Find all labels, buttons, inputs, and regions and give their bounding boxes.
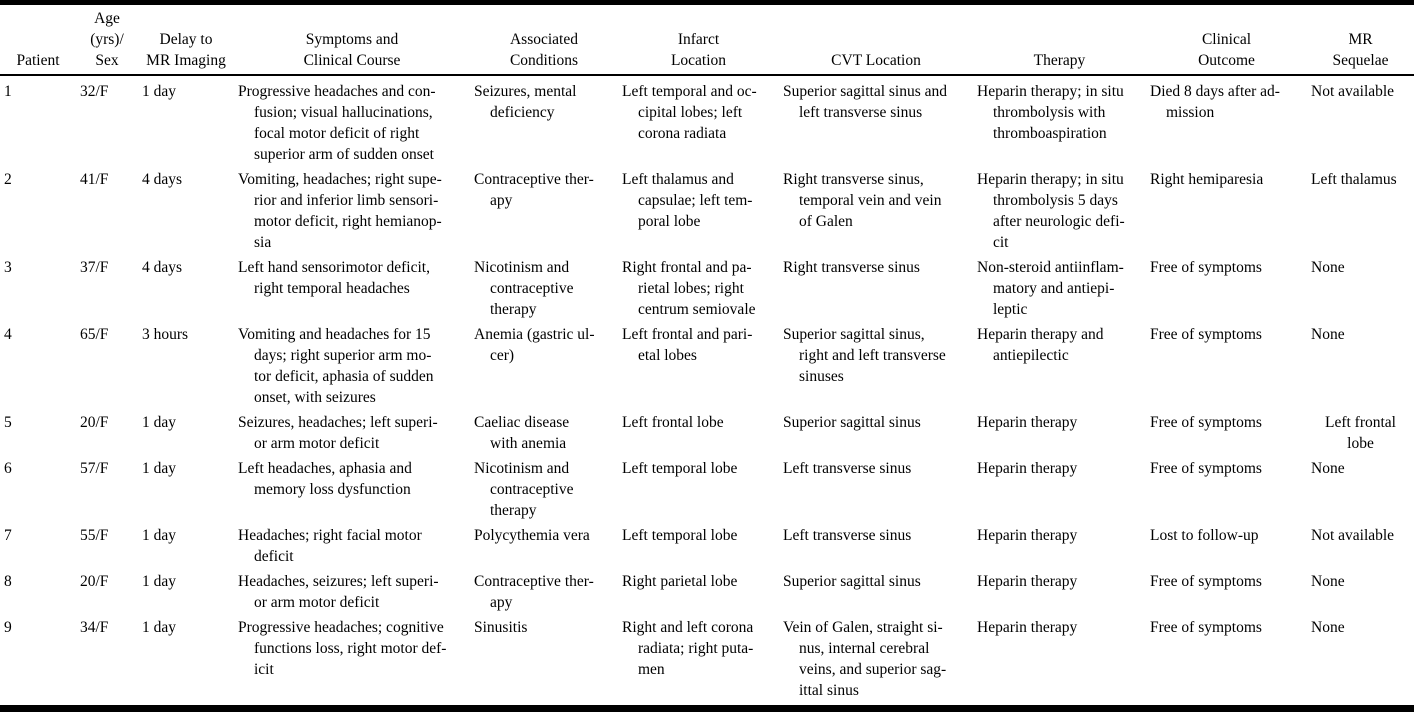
cell-outcome [1146,169,1307,257]
cell-line: Right parietal lobe [622,573,738,590]
cell-mr-sequelae [1307,412,1414,458]
cell-line: Lost to follow-up [1150,527,1259,544]
cell-patient: 6 [4,460,12,477]
cell-symptoms [234,525,470,571]
table-bottom-rule [0,705,1414,712]
cell-line: men [638,661,665,678]
cell-delay: 1 day [142,83,177,100]
cell-symptoms [234,324,470,412]
cell-line: Not available [1311,83,1395,100]
table-row [0,617,1414,705]
cell-symptoms [234,571,470,617]
cell-line: Heparin therapy [977,573,1078,590]
table-top-rule [0,0,1414,5]
cell-line: deficit [254,548,294,565]
cell-mr-sequelae [1307,525,1414,571]
cell-symptoms [234,257,470,324]
cell-line: Free of symptoms [1150,414,1262,431]
cell-line: Right and left corona [622,619,754,636]
table-row [0,525,1414,571]
cell-line: temporal vein and vein [799,192,942,209]
cell-delay: 1 day [142,414,177,431]
cell-line: Right transverse sinus, [783,171,924,188]
cell-conditions [470,169,618,257]
cell-age-sex: 20/F [80,414,109,431]
cell-line: rietal lobes; right [638,280,744,297]
cell-line: Sinusitis [474,619,528,636]
cell-cvt-location [779,617,973,705]
cell-line: thrombolysis 5 days [993,192,1118,209]
cell-delay: 4 days [142,171,183,188]
cell-patient: 9 [4,619,12,636]
cell-cvt-location [779,74,973,169]
header-sequelae: MR Sequelae [1332,31,1389,69]
cell-line: Left temporal lobe [622,527,738,544]
cell-cvt-location [779,458,973,525]
cell-line: Right hemiparesia [1150,171,1264,188]
cell-line: Left temporal and oc- [622,83,757,100]
cell-line: Heparin therapy [977,527,1078,544]
cell-line: apy [490,594,513,611]
cell-line: contraceptive [490,481,574,498]
cell-line: Heparin therapy [977,460,1078,477]
cell-conditions [470,412,618,458]
cell-cvt-location [779,571,973,617]
cell-line: Heparin therapy; in situ [977,171,1124,188]
cell-delay: 1 day [142,619,177,636]
cell-infarct [618,525,779,571]
cell-line: contraceptive [490,280,574,297]
cell-line: Contraceptive ther- [474,171,594,188]
cell-line: right temporal headaches [254,280,410,297]
cell-line: Died 8 days after ad- [1150,83,1280,100]
cell-line: Polycythemia vera [474,527,590,544]
cell-line: Seizures, headaches; left superi- [238,414,438,431]
header-delay: Delay to MR Imaging [146,31,226,69]
cell-outcome [1146,324,1307,412]
cell-line: None [1311,326,1345,343]
cell-line: left transverse sinus [799,104,923,121]
cell-line: or arm motor deficit [254,594,380,611]
cell-line: memory loss dysfunction [254,481,411,498]
cell-line: Not available [1311,527,1395,544]
cell-line: of Galen [799,213,853,230]
cell-line: Left frontal lobe [622,414,724,431]
cell-line: Progressive headaches; cognitive [238,619,444,636]
header-therapy: Therapy [1033,52,1086,69]
header-symptoms: Symptoms and Clinical Course [303,31,401,69]
cell-line: Seizures, mental [474,83,577,100]
cell-line: rior and inferior limb sensori- [254,192,439,209]
cell-mr-sequelae [1307,324,1414,412]
cell-line: Superior sagittal sinus [783,414,921,431]
cell-line: Vein of Galen, straight si- [783,619,943,636]
cell-line: nus, internal cerebral [799,640,930,657]
cell-line: corona radiata [638,125,727,142]
cell-mr-sequelae [1307,74,1414,169]
cell-line: ittal sinus [799,682,859,699]
cell-conditions [470,324,618,412]
cell-line: Anemia (gastric ul- [474,326,595,343]
cell-age-sex: 41/F [80,171,109,188]
cell-patient: 7 [4,527,12,544]
cell-infarct [618,324,779,412]
cell-line: thromboaspiration [993,125,1107,142]
cell-age-sex: 32/F [80,83,109,100]
cell-line: with anemia [490,435,567,452]
cell-infarct [618,169,779,257]
cell-infarct [618,571,779,617]
cell-line: functions loss, right motor def- [254,640,447,657]
cell-therapy [973,74,1146,169]
cell-line: capsulae; left tem- [638,192,753,209]
cell-line: Left thalamus [1311,171,1397,188]
cell-delay: 1 day [142,527,177,544]
cell-line: Free of symptoms [1150,326,1262,343]
cell-cvt-location [779,169,973,257]
cell-infarct [618,257,779,324]
cell-line: apy [490,192,513,209]
cell-conditions [470,458,618,525]
cell-cvt-location [779,525,973,571]
cell-outcome [1146,412,1307,458]
cell-line: Headaches, seizures; left superi- [238,573,439,590]
cell-outcome [1146,571,1307,617]
cell-line: radiata; right puta- [638,640,754,657]
cell-symptoms [234,458,470,525]
cell-patient: 4 [4,326,12,343]
table-row [0,412,1414,458]
cell-conditions [470,257,618,324]
cell-line: tor deficit, aphasia of sudden [254,368,434,385]
cell-line: Right frontal and pa- [622,259,752,276]
cell-line: fusion; visual hallucinations, [254,104,433,121]
cell-line: Nicotinism and [474,460,570,477]
cell-line: Left frontal [1324,414,1396,431]
cell-line: after neurologic defi- [993,213,1125,230]
cell-age-sex: 37/F [80,259,109,276]
cell-age-sex: 20/F [80,573,109,590]
cell-therapy [973,458,1146,525]
cell-line: Left transverse sinus [783,527,912,544]
cell-mr-sequelae [1307,571,1414,617]
cell-line: Heparin therapy and [977,326,1104,343]
cell-line: cer) [490,347,515,364]
cell-cvt-location [779,412,973,458]
cell-outcome [1146,525,1307,571]
cell-therapy [973,571,1146,617]
cell-line: cit [993,234,1009,251]
cell-line: leptic [993,301,1028,318]
cell-conditions [470,617,618,705]
cell-line: Free of symptoms [1150,619,1262,636]
cell-symptoms [234,74,470,169]
cell-line: Vomiting, headaches; right supe- [238,171,442,188]
table-row [0,324,1414,412]
cell-line: sinuses [799,368,844,385]
cell-delay: 1 day [142,573,177,590]
cell-infarct [618,74,779,169]
cell-line: therapy [490,502,537,519]
cell-line: Right transverse sinus [783,259,920,276]
cell-infarct [618,412,779,458]
cell-line: Left temporal lobe [622,460,738,477]
table-row [0,74,1414,169]
cell-mr-sequelae [1307,458,1414,525]
cell-line: Left headaches, aphasia and [238,460,412,477]
cell-line: matory and antiepi- [993,280,1115,297]
header-age-sex: Age (yrs)/ Sex [90,10,124,69]
cell-line: focal motor deficit of right [254,125,420,142]
table-row [0,458,1414,525]
cell-line: Caeliac disease [474,414,570,431]
cell-infarct [618,617,779,705]
table-row [0,571,1414,617]
cell-cvt-location [779,257,973,324]
cell-line: or arm motor deficit [254,435,380,452]
cell-line: deficiency [490,104,555,121]
cell-age-sex: 55/F [80,527,109,544]
cell-line: therapy [490,301,537,318]
cell-line: superior arm of sudden onset [254,146,434,163]
header-cvt: CVT Location [831,52,921,69]
cell-line: days; right superior arm mo- [254,347,432,364]
cell-outcome [1146,458,1307,525]
cell-line: Heparin therapy [977,414,1078,431]
cell-symptoms [234,169,470,257]
cell-line: mission [1166,104,1215,121]
cell-mr-sequelae [1307,257,1414,324]
table-row [0,169,1414,257]
cell-line: Superior sagittal sinus, [783,326,925,343]
cell-line: Superior sagittal sinus and [783,83,948,100]
cell-mr-sequelae [1307,169,1414,257]
cell-line: None [1311,619,1345,636]
cell-therapy [973,412,1146,458]
cell-line: Nicotinism and [474,259,570,276]
cell-line: Heparin therapy; in situ [977,83,1124,100]
cell-patient: 2 [4,171,12,188]
cell-line: etal lobes [638,347,697,364]
cell-line: None [1311,259,1345,276]
cell-line: None [1311,573,1345,590]
cell-line: lobe [1347,435,1374,452]
header-patient: Patient [16,52,60,69]
cell-symptoms [234,412,470,458]
cvt-patient-table [0,6,1414,705]
cell-therapy [973,169,1146,257]
cell-line: veins, and superior sag- [799,661,947,678]
cell-line: Vomiting and headaches for 15 [238,326,431,343]
cell-line: antiepilectic [993,347,1069,364]
cell-line: poral lobe [638,213,701,230]
cell-symptoms [234,617,470,705]
cell-age-sex: 65/F [80,326,109,343]
cell-delay: 1 day [142,460,177,477]
cell-line: Progressive headaches and con- [238,83,436,100]
cell-outcome [1146,74,1307,169]
cell-patient: 3 [4,259,12,276]
cell-therapy [973,257,1146,324]
header-row [0,6,1414,74]
cell-cvt-location [779,324,973,412]
cell-mr-sequelae [1307,617,1414,705]
cell-infarct [618,458,779,525]
cell-conditions [470,571,618,617]
cell-line: Left frontal and pari- [622,326,753,343]
header-outcome: Clinical Outcome [1198,31,1255,69]
cell-conditions [470,74,618,169]
cell-line: Non-steroid antiinflam- [977,259,1124,276]
cell-line: Free of symptoms [1150,259,1262,276]
cell-line: Headaches; right facial motor [238,527,422,544]
cell-line: Left thalamus and [622,171,734,188]
cell-age-sex: 57/F [80,460,109,477]
cell-therapy [973,324,1146,412]
table-row [0,257,1414,324]
cell-therapy [973,525,1146,571]
cell-line: Free of symptoms [1150,573,1262,590]
cell-line: motor deficit, right hemianop- [254,213,442,230]
cell-outcome [1146,257,1307,324]
cell-line: thrombolysis with [993,104,1106,121]
cell-therapy [973,617,1146,705]
cell-age-sex: 34/F [80,619,109,636]
cell-line: None [1311,460,1345,477]
cell-line: Left transverse sinus [783,460,912,477]
cell-delay: 3 hours [142,326,189,343]
cell-line: right and left transverse [799,347,946,364]
cell-patient: 8 [4,573,12,590]
cell-patient: 5 [4,414,12,431]
cell-patient: 1 [4,83,12,100]
cell-line: Heparin therapy [977,619,1078,636]
cell-line: Superior sagittal sinus [783,573,921,590]
cell-line: icit [254,661,274,678]
cell-conditions [470,525,618,571]
cell-line: centrum semiovale [638,301,756,318]
cell-outcome [1146,617,1307,705]
cell-line: sia [254,234,272,251]
cell-line: onset, with seizures [254,389,376,406]
cell-line: Left hand sensorimotor deficit, [238,259,430,276]
cell-line: cipital lobes; left [638,104,743,121]
header-conditions: Associated Conditions [509,31,579,69]
cell-line: Free of symptoms [1150,460,1262,477]
cell-line: Contraceptive ther- [474,573,594,590]
header-infarct: Infarct Location [670,31,727,69]
cell-delay: 4 days [142,259,183,276]
